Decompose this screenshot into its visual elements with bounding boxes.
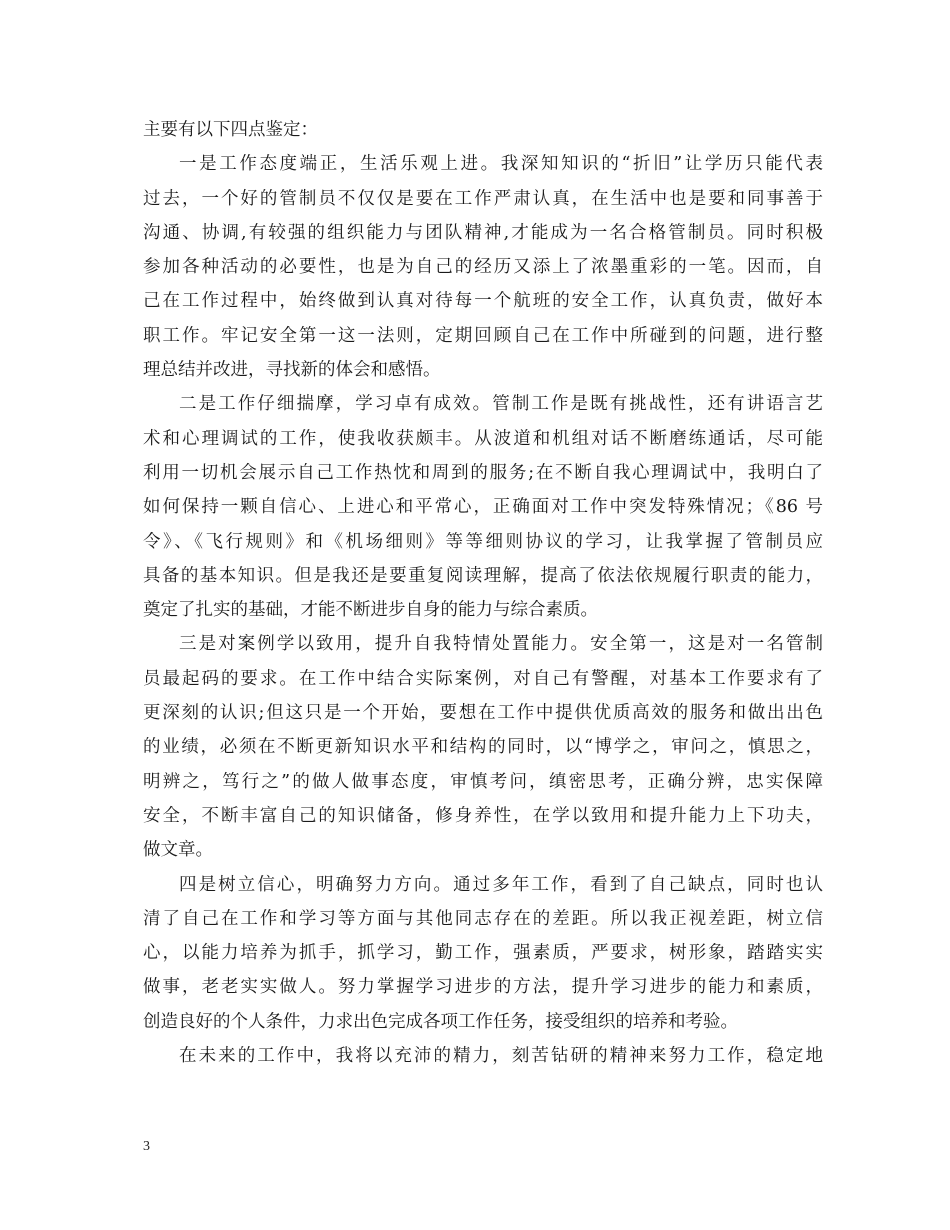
body-text [143,113,823,1073]
text-line: 奠定了扎实的基础，才能不断进步自身的能力与综合素质。 [143,600,598,621]
text-line: 创造良好的个人条件，力求出色完成各项工作任务，接受组织的培养和考验。 [143,1011,738,1032]
text-line: 在未来的工作中，我将以充沛的精力，刻苦钻研的精神来努力工作，稳定地 [179,1046,823,1067]
text-line: 清了自己在工作和学习等方面与其他同志存在的差距。所以我正视差距，树立信 [143,908,823,929]
text-line: 利用一切机会展示自己工作热忱和周到的服务;在不断自我心理调试中，我明白了 [143,462,823,483]
text-line: 术和心理调试的工作，使我收获颇丰。从波道和机组对话不断磨练通话，尽可能 [143,428,823,449]
text-line: 职工作。牢记安全第一这一法则，定期回顾自己在工作中所碰到的问题，进行整 [143,325,823,346]
text-line: 员最起码的要求。在工作中结合实际案例，对自己有警醒，对基本工作要求有了 [143,668,823,689]
text-line: 安全，不断丰富自己的知识储备，修身养性，在学以致用和提升能力上下功夫， [143,805,823,826]
text-line: 心，以能力培养为抓手，抓学习，勤工作，强素质，严要求，树形象，踏踏实实 [143,943,823,964]
text-line: 过去，一个好的管制员不仅仅是要在工作严肃认真，在生活中也是要和同事善于 [143,188,823,209]
text-line: 沟通、协调,有较强的组织能力与团队精神,才能成为一名合格管制员。同时积极 [143,222,823,243]
text-line: 做文章。 [143,840,213,861]
text-line: 一是工作态度端正，生活乐观上进。我深知知识的“折旧”让学历只能代表 [179,154,823,175]
text-line: 二是工作仔细揣摩，学习卓有成效。管制工作是既有挑战性，还有讲语言艺 [179,394,823,415]
text-line: 三是对案例学以致用，提升自我特情处置能力。安全第一，这是对一名管制 [179,634,823,655]
text-line: 更深刻的认识;但这只是一个开始，要想在工作中提供优质高效的服务和做出出色 [143,703,823,724]
text-line: 理总结并改进，寻找新的体会和感悟。 [143,360,441,381]
text-line: 具备的基本知识。但是我还是要重复阅读理解，提高了依法依规履行职责的能力， [143,565,823,586]
text-line: 明辨之，笃行之”的做人做事态度，审慎考问，缜密思考，正确分辨，忠实保障 [143,771,823,792]
text-line: 己在工作过程中，始终做到认真对待每一个航班的安全工作，认真负责，做好本 [143,291,823,312]
text-line: 做事，老老实实做人。努力掌握学习进步的方法，提升学习进步的能力和素质， [143,977,823,998]
text-line: 如何保持一颗自信心、上进心和平常心，正确面对工作中突发特殊情况；《86 号 [143,497,823,518]
page-number: 3 [143,1139,150,1154]
text-line: 参加各种活动的必要性，也是为自己的经历又添上了浓墨重彩的一笔。因而，自 [143,257,823,278]
text-line: 主要有以下四点鉴定： [143,120,318,140]
text-line: 的业绩，必须在不断更新知识水平和结构的同时，以“博学之，审问之，慎思之， [143,737,823,758]
text-line: 令》、《飞行规则》和《机场细则》等等细则协议的学习，让我掌握了管制员应 [143,531,823,552]
text-line: 四是树立信心，明确努力方向。通过多年工作，看到了自己缺点，同时也认 [179,874,823,895]
